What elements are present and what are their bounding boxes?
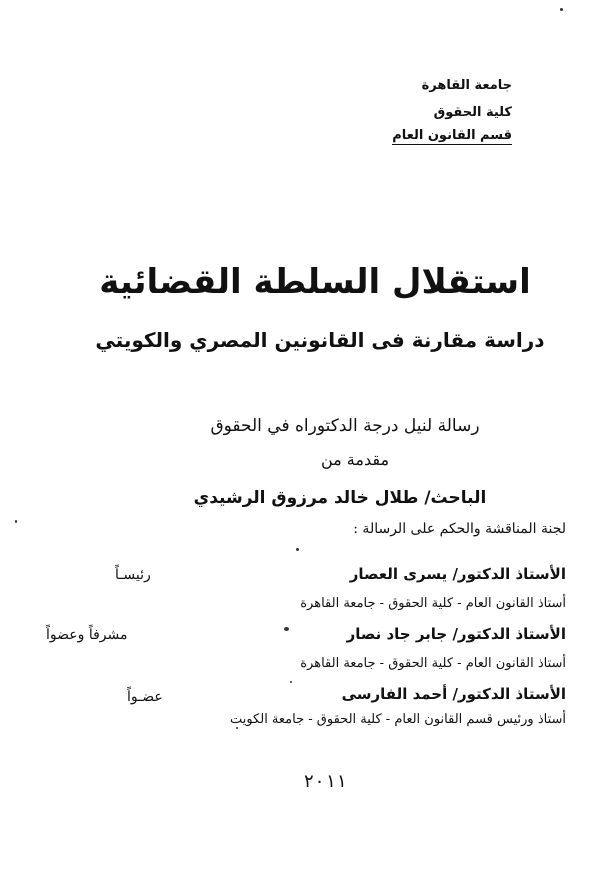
university-name: جامعة القاهرة [421,78,512,93]
committee-member-affiliation: أستاذ القانون العام - كلية الحقوق - جامعة القاهرة [300,656,566,671]
scan-speck [290,681,292,683]
scan-speck [560,8,563,11]
committee-member-name: الأستاذ الدكتور/ أحمد الفارسى [341,685,566,703]
committee-heading: لجنة المناقشة والحكم على الرسالة : [353,521,566,537]
thesis-title: استقلال السلطة القضائية [99,262,531,302]
researcher-name: الباحث/ طلال خالد مرزوق الرشيدي [193,488,487,508]
scan-speck [236,727,238,729]
department-name: قسم القانون العام [392,128,512,143]
presented-by-label: مقدمة من [320,450,390,469]
committee-member-role: مشرفاً وعضواً [46,627,128,643]
scan-speck [284,627,289,631]
scan-speck [296,548,299,551]
committee-member-affiliation: أستاذ ورئيس قسم القانون العام - كلية الحقوق - جامعة الكويت [229,712,566,727]
committee-member-role: عضـواً [127,689,163,705]
committee-member-affiliation: أستاذ القانون العام - كلية الحقوق - جامعة القاهرة [300,596,566,611]
degree-statement: رسالة لنيل درجة الدكتوراه في الحقوق [210,416,480,436]
thesis-subtitle: دراسة مقارنة فى القانونين المصري والكويتي [95,328,545,352]
faculty-name: كلية الحقوق [433,105,512,120]
scan-speck [15,520,17,523]
committee-member-role: رئيسـاً [115,567,151,583]
committee-member-name: الأستاذ الدكتور/ يسرى العصار [349,565,566,583]
publication-year: ٢٠١١ [303,771,347,792]
committee-member-name: الأستاذ الدكتور/ جابر جاد نصار [346,625,566,643]
